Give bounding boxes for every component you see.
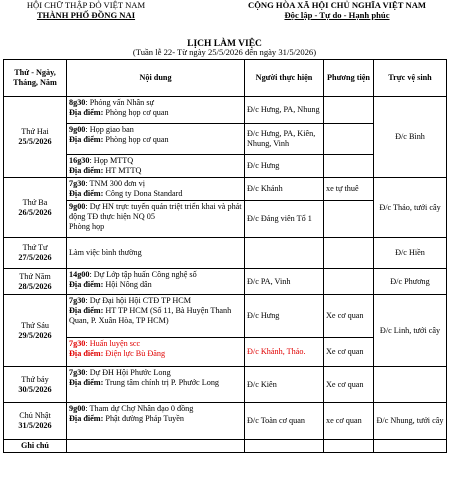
activity-text: : TNM 300 đơn vị — [85, 179, 146, 188]
day-cell — [4, 269, 67, 295]
time-label: 16g30 — [69, 156, 90, 165]
place-label: Địa điểm: — [69, 349, 104, 358]
vehicle-cell: xe cơ quan — [324, 403, 374, 440]
place-value: HT TP HCM (Số 11, Bà Huyện Thanh Quan, P. Xuân Hòa, TP HCM) — [69, 306, 232, 325]
time-label: 9g00 — [69, 202, 86, 211]
activity-text: : Tham dự Chợ Nhân đạo 0 đồng — [85, 404, 194, 413]
hygiene-cell: Đ/c Bình — [374, 97, 447, 178]
activity-text: : Họp giao ban — [85, 125, 134, 134]
weekday-label: Thứ Hai — [21, 127, 49, 136]
place-value: Công ty Dona Standard — [103, 189, 183, 198]
org-name: HỘI CHỮ THẬP ĐỎ VIỆT NAM — [26, 0, 146, 10]
day-cell — [4, 367, 67, 403]
date-label: 30/5/2026 — [18, 384, 52, 394]
person-cell: Đ/c Hưng, PA, Kiên, Nhung, Vinh — [245, 124, 324, 155]
activity-text: : Phỏng vấn Nhân sự — [85, 98, 154, 107]
vehicle-cell — [324, 97, 374, 124]
table-row — [4, 269, 447, 295]
date-label: 26/5/2026 — [18, 207, 52, 217]
vehicle-cell — [324, 124, 374, 155]
weekday-label: Thứ Ba — [22, 197, 48, 207]
table-row — [4, 367, 447, 403]
person-cell: Đ/c Kiên — [245, 367, 324, 403]
date-label: 27/5/2026 — [18, 253, 52, 262]
content-cell — [67, 201, 245, 238]
place-value: Điện lực Bù Đăng — [103, 349, 166, 358]
nation-motto: Độc lập - Tự do - Hạnh phúc — [284, 10, 390, 20]
day-cell — [4, 238, 67, 269]
time-label: 9g00 — [69, 404, 86, 413]
table-row — [4, 97, 447, 124]
content-cell — [67, 124, 245, 155]
place-label: Địa điểm: — [69, 280, 104, 289]
header-person: Người thực hiện — [245, 60, 324, 97]
content-cell — [67, 295, 245, 338]
weekday-label: Thứ Tư — [22, 243, 48, 252]
place-label: Địa điểm: — [69, 166, 104, 175]
time-label: 7g30 — [69, 179, 86, 188]
person-cell: Đ/c PA, Vinh — [245, 269, 324, 295]
place-value: Phòng họp cơ quan — [103, 108, 169, 117]
time-label: 9g00 — [69, 125, 86, 134]
time-label: 7g30 — [69, 368, 86, 377]
activity-text: : Họp MTTQ — [89, 156, 134, 165]
table-row — [4, 238, 447, 269]
time-label: 7g30 — [69, 296, 86, 305]
national-motto-block — [230, 0, 444, 20]
hygiene-cell: Đ/c Phương — [374, 269, 447, 295]
place-value: HT MTTQ — [103, 166, 142, 175]
header-vehicle: Phương tiện — [324, 60, 374, 97]
page-subtitle: (Tuần lễ 22- Từ ngày 25/5/2026 đến ngày 31/5/2026) — [132, 47, 317, 57]
notes-label: Ghi chú — [4, 440, 67, 453]
time-label: 7g30 — [69, 339, 86, 348]
vehicle-cell: xe tự thuê — [324, 178, 374, 201]
place-value: Trung tâm chính trị P. Phước Long — [103, 378, 220, 387]
hygiene-cell — [374, 367, 447, 403]
activity-text: : Dự Lớp tập huấn Công nghệ số — [89, 270, 197, 279]
hygiene-cell: Đ/c Thảo, tưới cây — [374, 178, 447, 238]
content-cell — [67, 155, 245, 178]
content-cell — [67, 403, 245, 440]
hygiene-cell: Đ/c Nhung, tưới cây — [374, 403, 447, 440]
place-label: Địa điểm: — [69, 378, 104, 387]
table-row — [4, 178, 447, 201]
weekday-label: Thứ Sáu — [21, 320, 49, 330]
nation-name: CỘNG HÒA XÃ HỘI CHỦ NGHĨA VIỆT NAM — [247, 0, 427, 10]
table-row — [4, 295, 447, 338]
day-cell — [4, 178, 67, 238]
place-value: Hội Nông dân — [103, 280, 152, 289]
place-value: Phòng họp — [69, 222, 105, 231]
hygiene-cell: Đ/c Linh, tưới cây — [374, 295, 447, 367]
content-cell — [67, 338, 245, 367]
day-cell — [4, 97, 67, 178]
person-cell: Đ/c Toàn cơ quan — [245, 403, 324, 440]
date-label: 29/5/2026 — [18, 330, 52, 340]
vehicle-cell — [324, 269, 374, 295]
document-header — [0, 0, 449, 26]
header-day: Thứ - Ngày, Tháng, Năm — [4, 60, 67, 97]
day-cell — [4, 295, 67, 367]
vehicle-cell — [324, 155, 374, 178]
content-cell — [67, 367, 245, 403]
vehicle-cell: Xe cơ quan — [324, 338, 374, 367]
activity-text: : Dự ĐH Hội Phước Long — [85, 368, 171, 377]
place-value: Phòng họp cơ quan — [103, 135, 169, 144]
date-label: 25/5/2026 — [18, 137, 52, 146]
activity-text: Làm việc bình thường — [69, 248, 142, 257]
schedule-table — [3, 59, 447, 453]
person-cell: Đ/c Khánh — [245, 178, 324, 201]
place-label: Địa điểm: — [69, 189, 104, 198]
weekday-label: Thứ Năm — [19, 271, 51, 281]
weekday-label: Thứ bảy — [21, 374, 49, 384]
content-cell — [67, 178, 245, 201]
content-cell — [67, 238, 245, 269]
person-cell: Đ/c Đảng viên Tổ 1 — [245, 201, 324, 238]
vehicle-cell: Xe cơ quan — [324, 295, 374, 338]
person-cell — [245, 238, 324, 269]
content-cell — [67, 269, 245, 295]
time-label: 8g30 — [69, 98, 86, 107]
activity-text: : Dự HN trực tuyến quán triệt triển khai và phát động TĐ thực hiện NQ 05 — [69, 202, 242, 221]
person-cell: Đ/c Hưng, PA, Nhung — [245, 97, 324, 124]
date-label: 31/5/2026 — [18, 421, 52, 430]
person-cell: Đ/c Hưng — [245, 295, 324, 338]
header-content: Nội dung — [67, 60, 245, 97]
date-label: 28/5/2026 — [18, 281, 52, 291]
weekday-label: Chủ Nhật — [19, 411, 51, 420]
organization-block — [6, 0, 166, 20]
place-label: Địa điểm: — [69, 414, 104, 423]
vehicle-cell — [324, 238, 374, 269]
hygiene-cell: Đ/c Hiền — [374, 238, 447, 269]
activity-text: : Dự Đại hội Hội CTĐ TP HCM — [85, 296, 192, 305]
place-label: Địa điểm: — [69, 135, 104, 144]
vehicle-cell: Xe cơ quan — [324, 367, 374, 403]
activity-text: : Huấn luyện scc — [85, 339, 141, 348]
header-hygiene: Trực vệ sinh — [374, 60, 447, 97]
time-label: 14g00 — [69, 270, 90, 279]
place-label: Địa điểm: — [69, 306, 104, 315]
person-cell: Đ/c Hưng — [245, 155, 324, 178]
person-cell: Đ/c Khánh, Thảo. — [245, 338, 324, 367]
table-row — [4, 403, 447, 440]
place-value: Phật đường Pháp Tuyền — [103, 414, 184, 423]
place-label: Địa điểm: — [69, 108, 104, 117]
org-city: THÀNH PHỐ ĐỒNG NAI — [36, 10, 136, 20]
page-title: LỊCH LÀM VIỆC — [187, 39, 262, 49]
content-cell — [67, 97, 245, 124]
vehicle-cell — [324, 201, 374, 238]
day-cell — [4, 403, 67, 440]
